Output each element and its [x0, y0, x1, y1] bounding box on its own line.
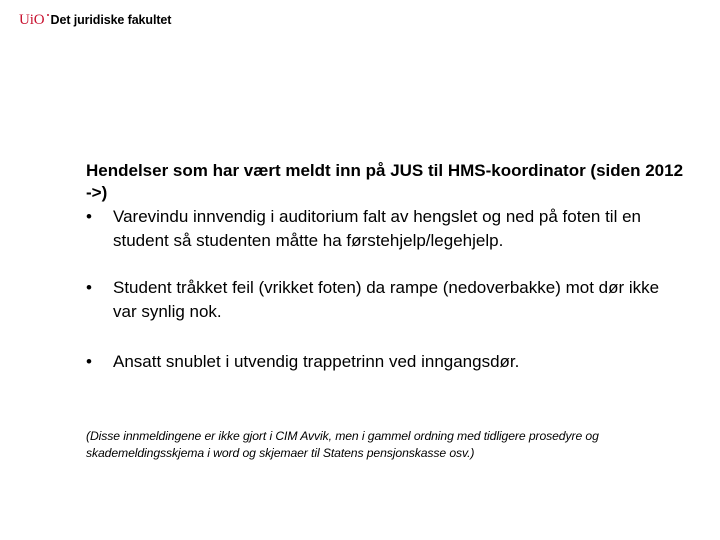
- list-item-text: Varevindu innvendig i auditorium falt av hengslet og ned på foten til en student så studenten måtte ha førstehjelp/legehjelp.: [113, 207, 641, 250]
- slide-heading: Hendelser som har vært meldt inn på JUS til HMS-koordinator (siden 2012 ->): [86, 161, 684, 202]
- bullet-icon: •: [86, 352, 92, 371]
- faculty-logo: [19, 10, 171, 30]
- list-item-text: Ansatt snublet i utvendig trappetrinn ved inngangsdør.: [113, 352, 520, 371]
- list-item: [86, 350, 686, 374]
- list-item: [86, 276, 686, 324]
- uio-logo-text: UiO: [19, 11, 45, 28]
- list-item: [86, 205, 686, 253]
- incident-list: [86, 205, 686, 374]
- faculty-name: Det juridiske fakultet: [50, 13, 172, 27]
- footnote: (Disse innmeldingene er ikke gjort i CIM Avvik, men i gammel ordning med tidligere prosedyre og skademeldingsskjema i word og skjemaer til Statens pensjonskasse osv.): [86, 429, 599, 460]
- slide-body: [86, 160, 686, 374]
- logo-dot-icon: [46, 14, 50, 26]
- list-item-text: Student tråkket feil (vrikket foten) da rampe (nedoverbakke) mot dør ikke var synlig nok.: [113, 278, 660, 321]
- bullet-icon: •: [86, 278, 92, 297]
- bullet-icon: •: [86, 207, 92, 226]
